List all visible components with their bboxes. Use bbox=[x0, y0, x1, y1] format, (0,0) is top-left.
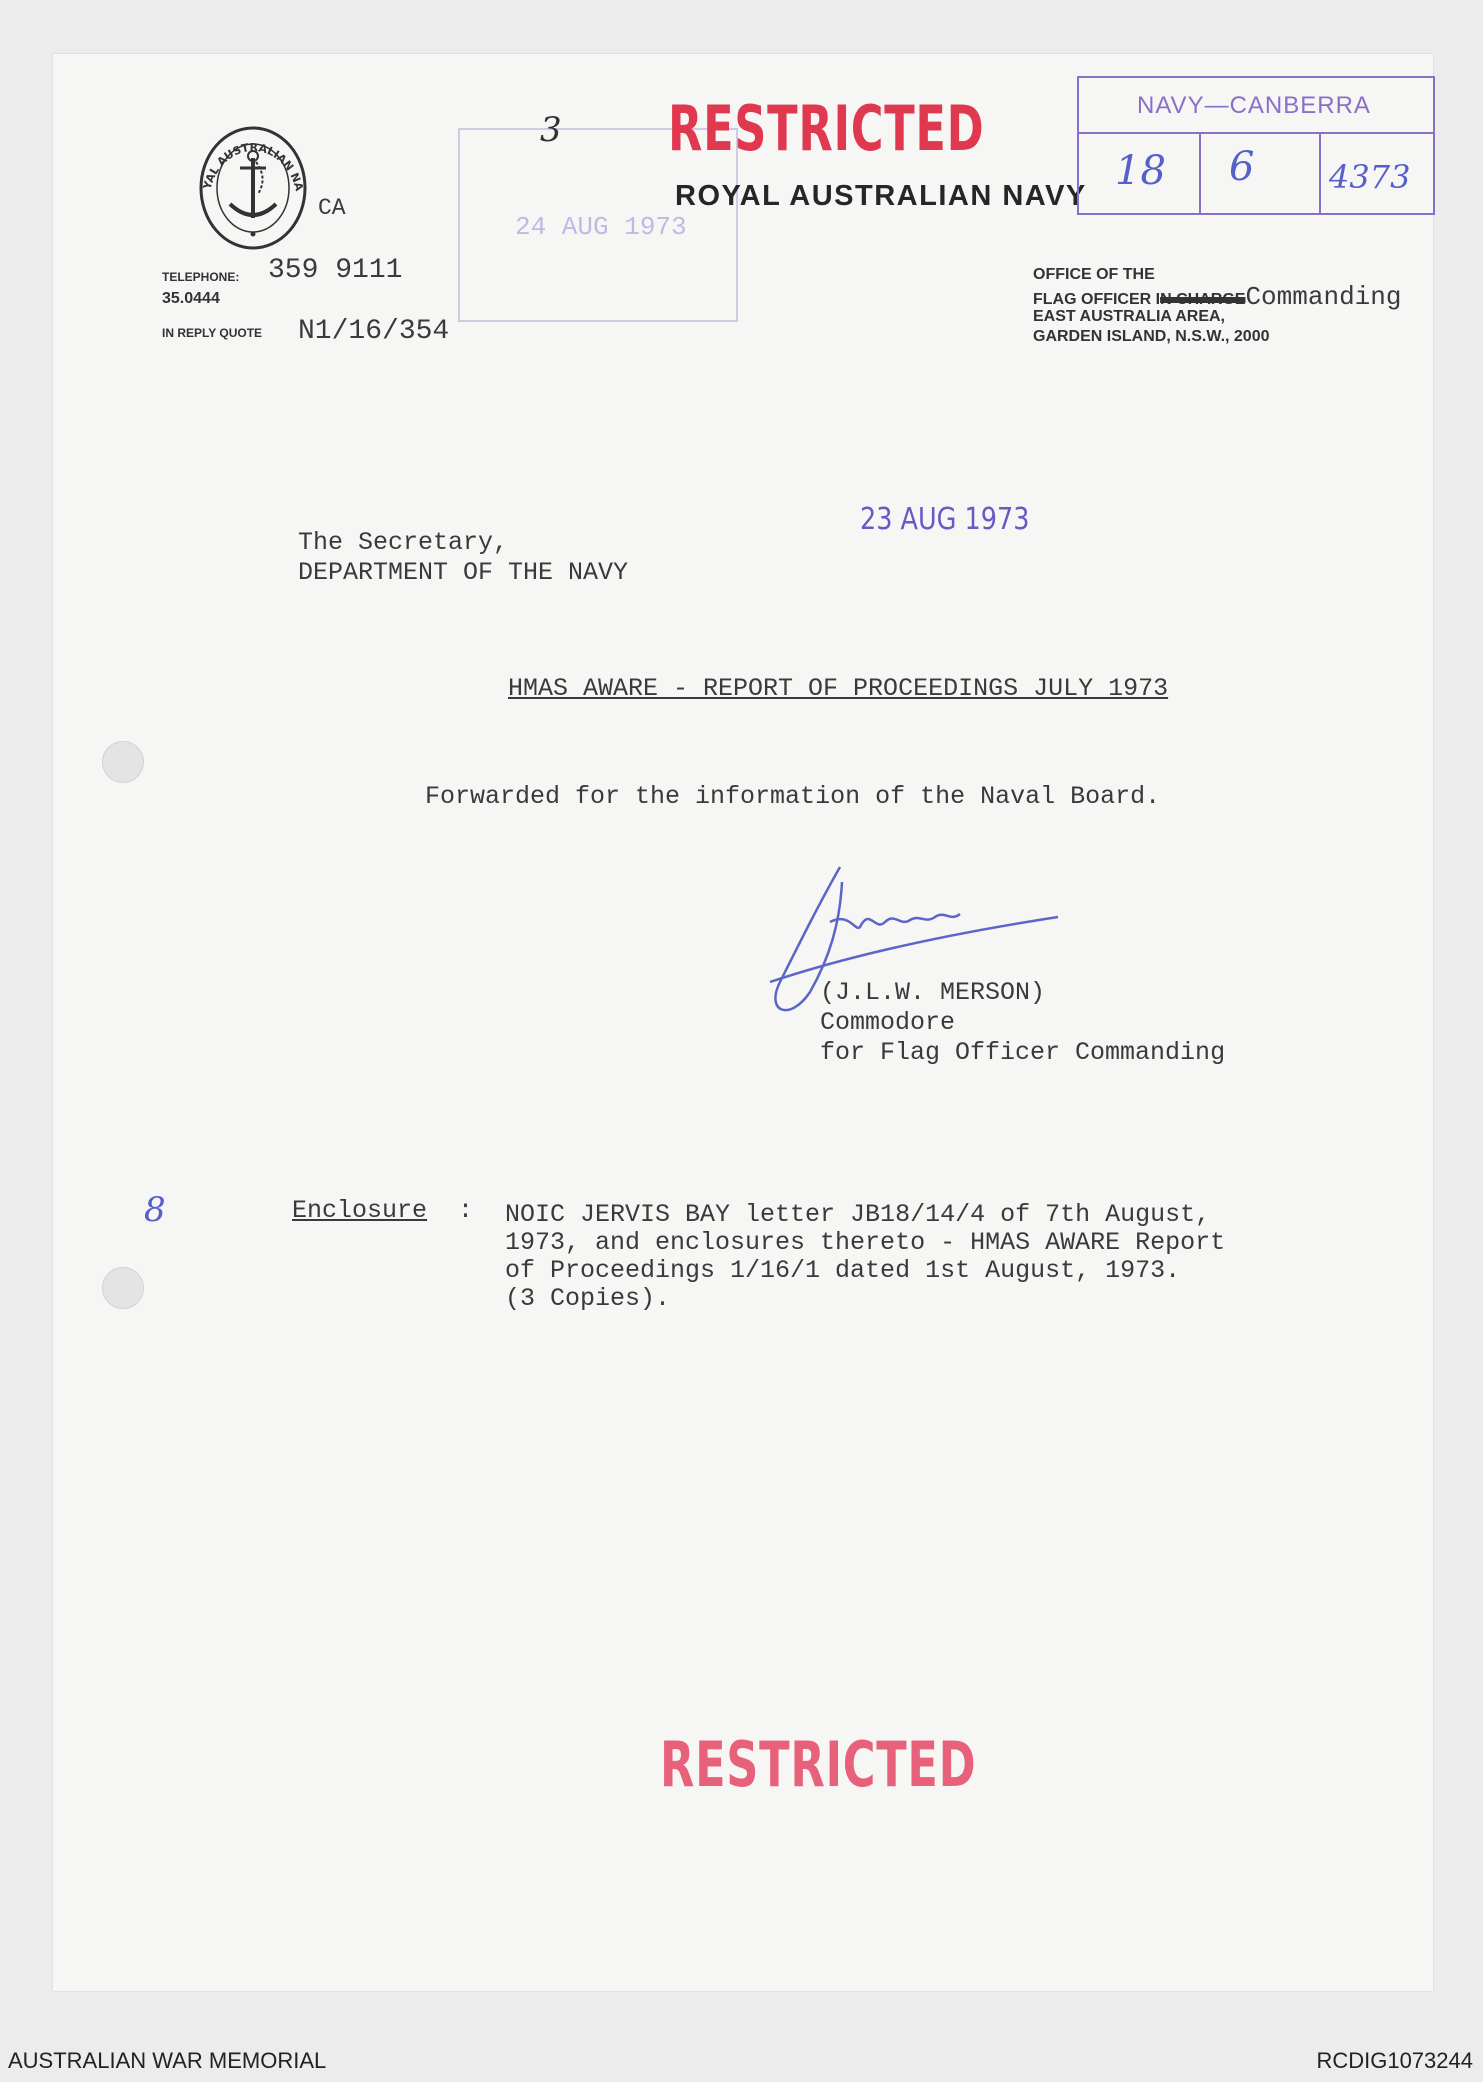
addressee-line-1: The Secretary, bbox=[298, 528, 509, 557]
punch-hole-lower bbox=[102, 1267, 144, 1309]
addressee-line-2: DEPARTMENT OF THE NAVY bbox=[298, 558, 629, 587]
register-cell-2: 6 bbox=[1229, 144, 1255, 190]
reply-reference: N1/16/354 bbox=[298, 316, 450, 347]
office-line-4: GARDEN ISLAND, N.S.W., 2000 bbox=[1033, 328, 1270, 345]
enclosure-line-3: of Proceedings 1/16/1 dated 1st August, 1973. bbox=[505, 1256, 1181, 1285]
subject-line: HMAS AWARE - REPORT OF PROCEEDINGS JULY 1973 bbox=[508, 674, 1169, 703]
enclosure-label: Enclosure bbox=[292, 1196, 428, 1225]
telephone-number: 359 9111 bbox=[268, 255, 403, 286]
footer-record-id: RCDIG1073244 bbox=[1316, 2048, 1473, 2073]
telephone-alt: 35.0444 bbox=[162, 290, 220, 307]
enclosure-separator: : bbox=[458, 1196, 474, 1225]
office-line-1: OFFICE OF THE bbox=[1033, 266, 1155, 283]
received-stamp: 24 AUG 1973 bbox=[458, 128, 738, 322]
signatory-role: for Flag Officer Commanding bbox=[820, 1038, 1226, 1067]
footer-archive-name: AUSTRALIAN WAR MEMORIAL bbox=[8, 2048, 327, 2073]
struck-text: N CHARGE bbox=[1160, 291, 1246, 308]
svg-text:ROYAL AUSTRALIAN NAVY: YAL AUSTRALIAN NA bbox=[200, 140, 306, 192]
enclosure-line-4: (3 Copies). bbox=[505, 1284, 671, 1313]
handwritten-number: 3 bbox=[540, 110, 562, 150]
signatory-name: (J.L.W. MERSON) bbox=[820, 978, 1046, 1007]
ca-label: CA bbox=[318, 195, 346, 221]
register-stamp: NAVY—CANBERRA 18 6 4373 bbox=[1077, 76, 1435, 215]
register-cell-3: 4373 bbox=[1329, 158, 1411, 196]
enclosure-line-1: NOIC JERVIS BAY letter JB18/14/4 of 7th August, bbox=[505, 1200, 1211, 1229]
office-line-2: FLAG OFFICER IN CHARGECommanding bbox=[1033, 282, 1402, 312]
register-cell-1: 18 bbox=[1115, 148, 1166, 194]
body-text: Forwarded for the information of the Naval Board. bbox=[425, 782, 1161, 811]
restricted-stamp-top: RESTRICTED bbox=[668, 92, 985, 165]
enclosure-line-2: 1973, and enclosures thereto - HMAS AWARE Report bbox=[505, 1228, 1226, 1257]
signatory-rank: Commodore bbox=[820, 1008, 956, 1037]
restricted-stamp-bottom: RESTRICTED bbox=[660, 1728, 977, 1801]
navy-crest-logo bbox=[196, 122, 310, 254]
telephone-label: TELEPHONE: bbox=[162, 270, 240, 284]
margin-mark: 8 bbox=[144, 1190, 166, 1230]
office-line-3: EAST AUSTRALIA AREA, bbox=[1033, 308, 1225, 325]
reply-quote-label: IN REPLY QUOTE bbox=[162, 326, 263, 340]
date-stamp: 23 AUG 1973 bbox=[860, 502, 1030, 537]
org-heading: ROYAL AUSTRALIAN NAVY bbox=[675, 180, 1087, 212]
punch-hole-upper bbox=[102, 741, 144, 783]
